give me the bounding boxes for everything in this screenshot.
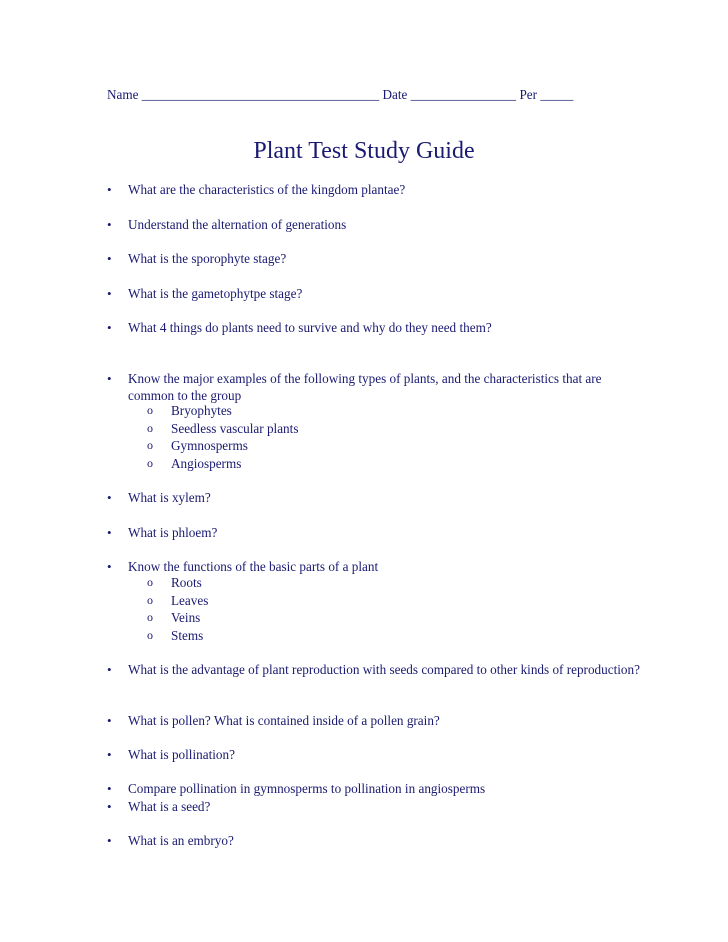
bullet-icon: • (107, 217, 112, 232)
bullet-icon: • (107, 747, 112, 762)
bullet-icon: • (107, 559, 112, 574)
list-item (107, 798, 647, 815)
question-text: Know the functions of the basic parts of a plant (128, 559, 379, 574)
list-item (107, 558, 647, 575)
plant-part-text: Stems (171, 628, 204, 643)
question-text: What is pollination? (128, 747, 235, 762)
list-item (107, 319, 647, 336)
question-text: What is phloem? (128, 525, 218, 540)
sub-list-item (147, 437, 248, 454)
sub-list-item (147, 627, 203, 644)
circle-bullet-icon: o (147, 628, 153, 642)
sub-list-item (147, 574, 202, 591)
question-text: What is an embryo? (128, 833, 234, 848)
plant-type-text: Gymnosperms (171, 438, 248, 453)
list-item (107, 661, 647, 678)
plant-type-text: Angiosperms (171, 456, 242, 471)
list-item (107, 250, 647, 267)
plant-part-text: Roots (171, 575, 202, 590)
bullet-icon: • (107, 286, 112, 301)
bullet-icon: • (107, 833, 112, 848)
bullet-icon: • (107, 182, 112, 197)
question-text: Understand the alternation of generations (128, 217, 347, 232)
circle-bullet-icon: o (147, 456, 153, 470)
list-item (107, 489, 647, 506)
circle-bullet-icon: o (147, 403, 153, 417)
sub-list-item (147, 455, 241, 472)
bullet-icon: • (107, 713, 112, 728)
plant-part-text: Veins (171, 610, 201, 625)
bullet-icon: • (107, 251, 112, 266)
list-item (107, 181, 647, 198)
circle-bullet-icon: o (147, 610, 153, 624)
circle-bullet-icon: o (147, 438, 153, 452)
name-date-period-line: Name ____________________________________ Date ________________ Per _____ (107, 87, 574, 102)
list-item (107, 832, 647, 849)
question-text: Know the major examples of the following types of plants, and the characteristics that are common to the group (128, 371, 602, 404)
bullet-icon: • (107, 799, 112, 814)
list-item (107, 712, 647, 729)
list-item (107, 524, 647, 541)
sub-list-item (147, 609, 200, 626)
list-item (107, 780, 647, 797)
plant-part-text: Leaves (171, 593, 209, 608)
sub-list-item (147, 420, 298, 437)
list-item (107, 746, 647, 763)
question-text: What is a seed? (128, 799, 211, 814)
question-text: What is the gametophytpe stage? (128, 286, 303, 301)
plant-type-text: Seedless vascular plants (171, 421, 299, 436)
bullet-icon: • (107, 490, 112, 505)
bullet-icon: • (107, 525, 112, 540)
question-text: Compare pollination in gymnosperms to pollination in angiosperms (128, 781, 486, 796)
bullet-icon: • (107, 320, 112, 335)
bullet-icon: • (107, 662, 112, 677)
bullet-icon: • (107, 371, 112, 386)
list-item (107, 216, 647, 233)
sub-list-item (147, 402, 232, 419)
plant-type-text: Bryophytes (171, 403, 232, 418)
question-text: What is the advantage of plant reproduction with seeds compared to other kinds of reproduction? (128, 662, 640, 677)
question-text: What are the characteristics of the kingdom plantae? (128, 182, 406, 197)
sub-list-item (147, 592, 208, 609)
question-text: What is pollen? What is contained inside of a pollen grain? (128, 713, 440, 728)
circle-bullet-icon: o (147, 421, 153, 435)
question-text: What 4 things do plants need to survive and why do they need them? (128, 320, 492, 335)
question-text: What is xylem? (128, 490, 211, 505)
list-item (107, 285, 647, 302)
circle-bullet-icon: o (147, 575, 153, 589)
bullet-icon: • (107, 781, 112, 796)
page-title: Plant Test Study Guide (253, 138, 475, 164)
question-text: What is the sporophyte stage? (128, 251, 287, 266)
circle-bullet-icon: o (147, 593, 153, 607)
list-item (107, 370, 647, 405)
